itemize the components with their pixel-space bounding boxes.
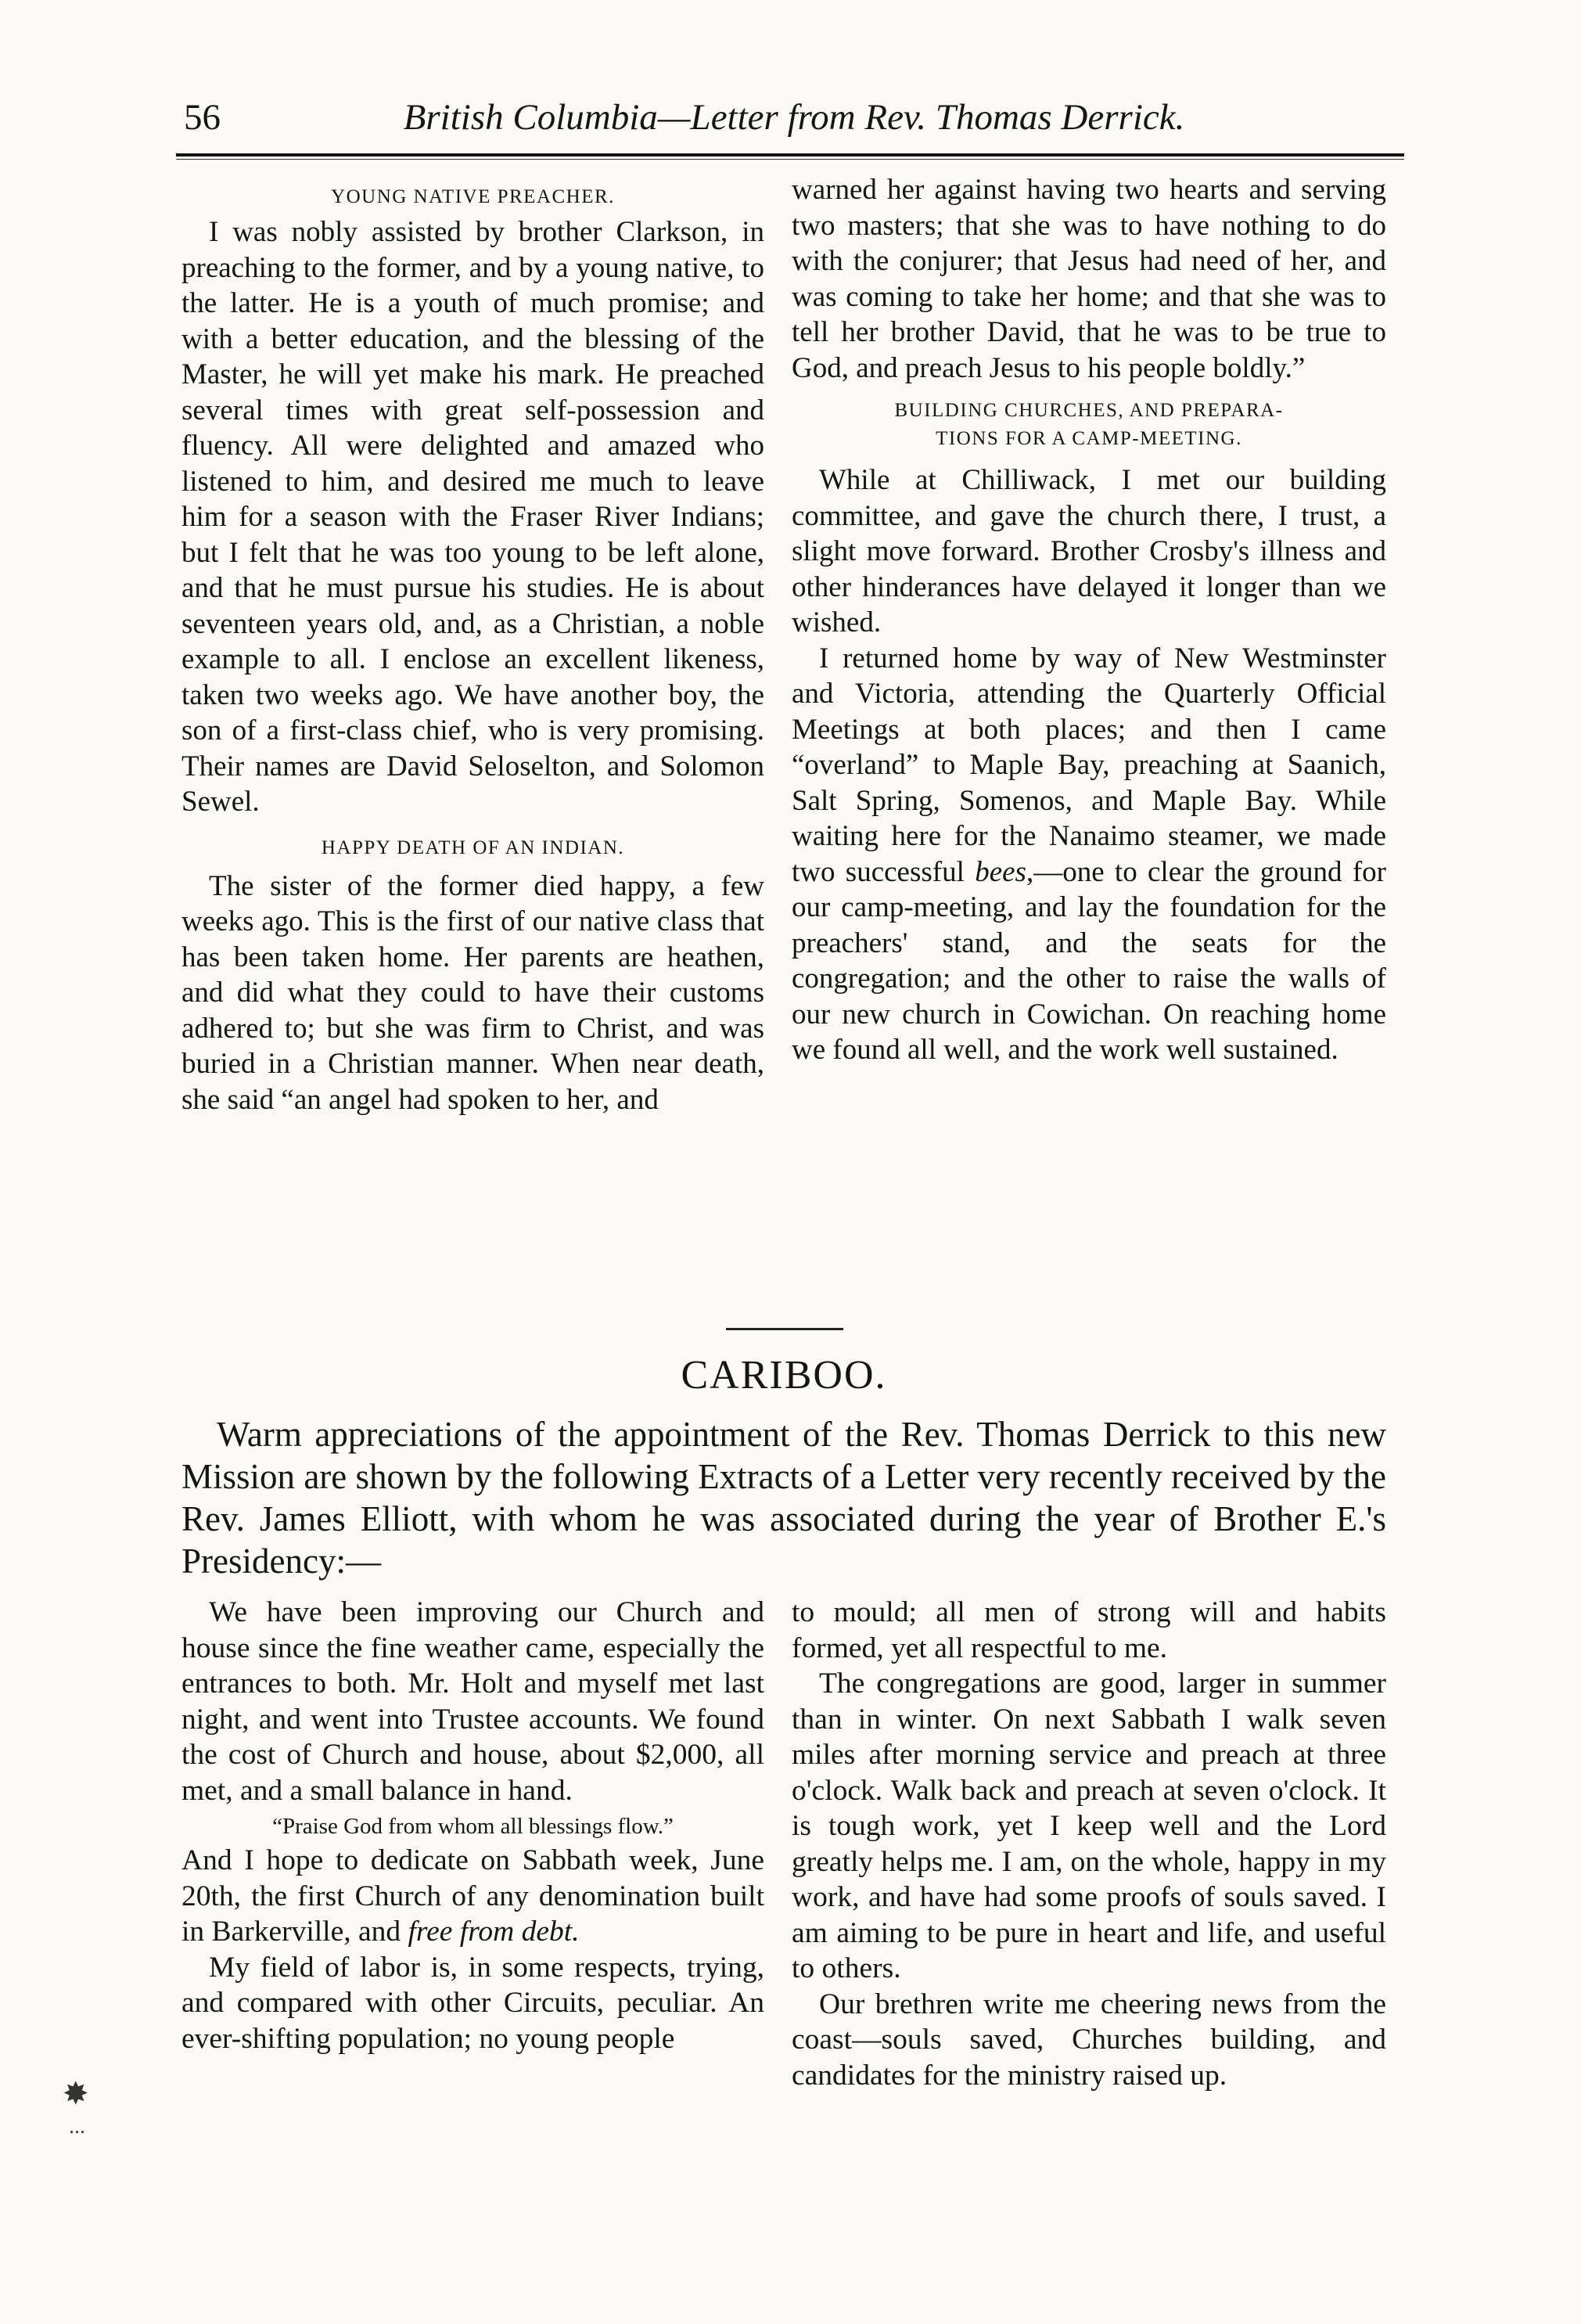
subheading-happy-death: HAPPY DEATH OF AN INDIAN. [321, 836, 625, 858]
cariboo-column-left [181, 1595, 764, 2056]
paragraph: We have been improving our Church and house since the fine weather came, especially the entrances to both. Mr. Holt and myself met last night, and went into Trustee accounts. We found the cost of Church and house, about $2,000, all met, and a small balance in hand. [181, 1596, 764, 1807]
margin-dots: ... [69, 2114, 85, 2139]
subheading-line: BUILDING CHURCHES, AND PREPARA- [894, 400, 1284, 421]
paragraph: Warm appreciations of the appointment of the Rev. Thomas Derrick to this new Mission are shown by the following Extracts of a Letter very recently received by the Rev. James Elliott, with whom he was associated during the year of Brother E.'s Presidency:— [181, 1415, 1386, 1581]
emphasis: free from debt. [408, 1916, 580, 1948]
paragraph: The sister of the former died happy, a few weeks ago. This is the first of our native class that has been taken home. Her parents are heathen, and did what they could to have their customs adhered to; but she was firm to Christ, and was buried in a Christian manner. When near death, she said “an angel had spoken to her, and [181, 869, 764, 1116]
section-intro [181, 1413, 1386, 1582]
subheading-young-native-preacher: YOUNG NATIVE PREACHER. [331, 186, 615, 207]
paragraph: While at Chilliwack, I met our building committee, and gave the church there, I trust, a slight move forward. Brother Crosby's illness and other hinderances have delayed it longer than we wished. [792, 464, 1386, 639]
paragraph: warned her against having two hearts and serving two masters; that she was to have nothing to do with the conjurer; that Jesus had need of her, and was coming to take her home; and that she was to tell her brother David, that he was to be true to God, and preach Jesus to his people boldly.” [792, 174, 1386, 384]
subheading-building-churches [792, 397, 1386, 453]
paragraph [181, 1843, 764, 1950]
header-rule [176, 153, 1404, 160]
paragraph: to mould; all men of strong will and habits formed, yet all respectful to me. [792, 1596, 1386, 1664]
column-right [792, 172, 1386, 1068]
text-run: And I hope to dedicate on Sabbath week, June 20th, the first Church of any denomination built in Barkerville, and [181, 1844, 764, 1948]
margin-mark: ✸ [63, 2076, 89, 2111]
section-divider [726, 1328, 843, 1330]
paragraph: The congregations are good, larger in summer than in winter. On next Sabbath I walk seven miles after morning service and preach at three o'clock. Walk back and preach at seven o'clock. It is tough work, yet I keep well and the Lord greatly helps me. I am, on the whole, happy in my work, and have had some proofs of souls saved. I am aiming to be pure in heart and life, and useful to others. [792, 1667, 1386, 1984]
text-run: ,—one to clear the ground for our camp-meeting, and lay the foundation for the preachers' stand, and the seats for the congregation; and the other to raise the walls of our new church in Cowichan. On reaching home we found all well, and the work well sustained. [792, 855, 1386, 1066]
paragraph: I was nobly assisted by brother Clarkson, in preaching to the former, and by a young native, to the latter. He is a youth of much promise; and with a better education, and the blessing of the Master, he will yet make his mark. He preached several times with great self-possession and fluency. All were delighted and amazed who listened to him, and desired me much to leave him for a season with the Fraser River Indians; but I felt that he was too young to be left alone, and that he must pursue his studies. He is about seventeen years old, and, as a Christian, a noble example to all. I enclose an excellent likeness, taken two weeks ago. We have another boy, the son of a first-class chief, who is very promising. Their names are David Seloselton, and Solomon Sewel. [181, 216, 764, 818]
section-title: CARIBOO. [681, 1353, 887, 1398]
cariboo-column-right [792, 1595, 1386, 2093]
running-title: British Columbia—Letter from Rev. Thomas Derrick. [403, 97, 1185, 138]
emphasis: bees [975, 855, 1026, 888]
text-run: I returned home by way of New Westminster and Victoria, attending the Quarterly Official Meetings at both places; and then I came “overland” to Maple Bay, preaching at Saanich, Salt Spring, Somenos, and Maple Bay. While waiting here for the Nanaimo steamer, we made two successful [792, 642, 1386, 888]
running-head [184, 86, 1404, 149]
paragraph: Our brethren write me cheering news from the coast—souls saved, Churches building, and candidates for the ministry raised up. [792, 1988, 1386, 2092]
subheading-line: TIONS FOR A CAMP-MEETING. [936, 428, 1242, 449]
doxology-quote: “Praise God from whom all blessings flow.” [272, 1814, 674, 1839]
paragraph [792, 641, 1386, 1068]
page-number: 56 [184, 97, 221, 138]
column-left [181, 172, 764, 1117]
paragraph: My field of labor is, in some respects, trying, and compared with other Circuits, peculiar. An ever-shifting population; no young people [181, 1951, 764, 2055]
